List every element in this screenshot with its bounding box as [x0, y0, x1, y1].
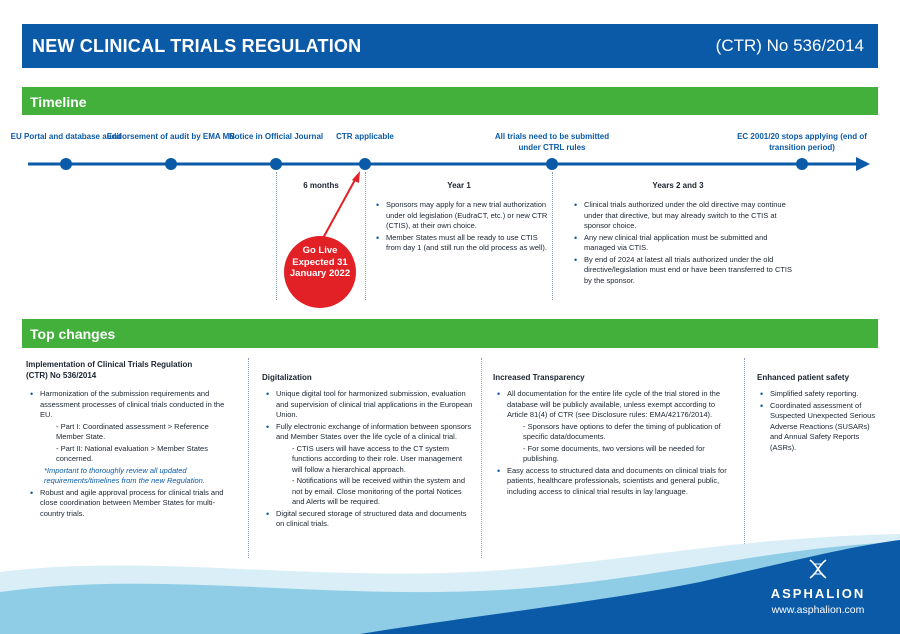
period-six-months: 6 months [303, 181, 339, 190]
go-live-badge [284, 236, 356, 308]
milestone-dot-official-journal [270, 158, 282, 170]
milestone-label-ctrl-rules: All trials need to be submitted under CTRL rules [494, 132, 610, 152]
important-note: *Important to thoroughly review all updated requirements/timelines from the new Regulation. [44, 465, 205, 485]
go-live-text: Go Live Expected 31 January 2022 [289, 245, 351, 279]
milestone-dot-eu-portal [60, 158, 72, 170]
list-item: • Any new clinical trial application must be submitted and managed via CTIS. [574, 233, 796, 254]
helix-icon [804, 558, 832, 580]
milestone-label-ec-2001-20: EC 2001/20 stops applying (end of transition period) [737, 132, 867, 152]
col1-title: Implementation of Clinical Trials Regulation (CTR) No 536/2014 [26, 360, 193, 380]
col1-bullet-list [30, 389, 235, 520]
list-item: • Digital secured storage of structured data and documents on clinical trials. [266, 509, 474, 530]
col4-title: Enhanced patient safety [757, 373, 850, 382]
milestone-label-eu-portal: EU Portal and database audit [10, 132, 122, 141]
list-subitem: - Sponsors have options to defer the timing of publication of specific data/documents. [523, 421, 721, 441]
col3-title: Increased Transparency [493, 373, 585, 382]
period-year1: Year 1 [447, 181, 471, 190]
list-item: • All documentation for the entire life cycle of the trial stored in the database will be publicly available, unless exempt according to Article 81(4) of CTR (see Disclosure rules: EMA/42176/2014). [497, 389, 737, 421]
milestone-dot-ctr-applicable [359, 158, 371, 170]
col4-bullet-list [760, 389, 880, 454]
list-subitem: - Notifications will be received within the system and not by email. Close monitoring of the portal Notices and Alerts will be required. [292, 476, 465, 506]
list-item: • Unique digital tool for harmonized submission, evaluation and supervision of clinical trial applications in the European Union. [266, 389, 474, 421]
list-item: • Fully electronic exchange of information between sponsors and Member States over the life cycle of a clinical trial. [266, 422, 474, 443]
list-subitem: - Part I: Coordinated assessment > Reference Member State. [56, 421, 209, 441]
page-title: NEW CLINICAL TRIALS REGULATION [32, 36, 362, 56]
list-item: • Easy access to structured data and documents on clinical trials for patients, healthcare professionals, scientists and general public, including access to clinical trial results in lay language. [497, 466, 737, 498]
top-changes-heading: Top changes [30, 326, 116, 342]
milestone-dot-ec-2001-20 [796, 158, 808, 170]
milestone-dot-endorsement [165, 158, 177, 170]
list-item: • Sponsors may apply for a new trial authorization under old legislation (EudraCT, etc.) or new CTR (CTIS), at their own choice. [376, 200, 548, 232]
milestone-label-endorsement: Endorsement of audit by EMA MB [106, 132, 236, 141]
list-subitem: - Part II: National evaluation > Member States concerned. [56, 443, 208, 463]
list-item: • Robust and agile approval process for clinical trials and close coordination between Member States for multi-country trials. [30, 488, 235, 520]
milestone-dot-ctrl-rules [546, 158, 558, 170]
list-subitem: - For some documents, two versions will be needed for publishing. [523, 443, 705, 463]
separator-line [552, 172, 553, 300]
list-item: • By end of 2024 at latest all trials authorized under the old directive/legislation must end or have been transferred to CTIS by the sponsor. [574, 255, 796, 287]
timeline-heading: Timeline [30, 94, 87, 110]
regulation-code: (CTR) No 536/2014 [715, 36, 864, 55]
col3-bullet-list [497, 389, 737, 498]
website-url: www.asphalion.com [771, 604, 865, 616]
milestone-label-official-journal: Notice in Official Journal [228, 132, 324, 141]
years23-bullet-list [574, 200, 796, 287]
list-item: • Coordinated assessment of Suspected Unexpected Serious Adverse Reactions (SUSARs) and Annual Safety Reports (ASRs). [760, 401, 880, 454]
list-item: • Member States must all be ready to use CTIS from day 1 (and still run the old process as well). [376, 233, 548, 254]
year1-bullet-list [376, 200, 548, 255]
list-item: • Harmonization of the submission requirements and assessment processes of clinical trials conducted in the EU. [30, 389, 235, 421]
list-item: • Clinical trials authorized under the old directive may continue under that directive, but may already switch to the CTIS at sponsor choice. [574, 200, 796, 232]
col2-bullet-list [266, 389, 474, 531]
period-years-2-3: Years 2 and 3 [652, 181, 704, 190]
milestone-label-ctr-applicable: CTR applicable [336, 132, 394, 141]
col2-title: Digitalization [262, 373, 312, 382]
asphalion-logo [758, 558, 878, 616]
list-item: • Simplified safety reporting. [760, 389, 880, 400]
brand-name: ASPHALION [770, 586, 866, 601]
top-changes-section-header [22, 319, 878, 348]
separator-line [276, 172, 277, 300]
timeline-arrowhead [856, 157, 870, 171]
list-subitem: - CTIS users will have access to the CT system functions according to their role. User management will follow a hierarchical approach. [292, 443, 463, 474]
separator-line [365, 172, 366, 300]
